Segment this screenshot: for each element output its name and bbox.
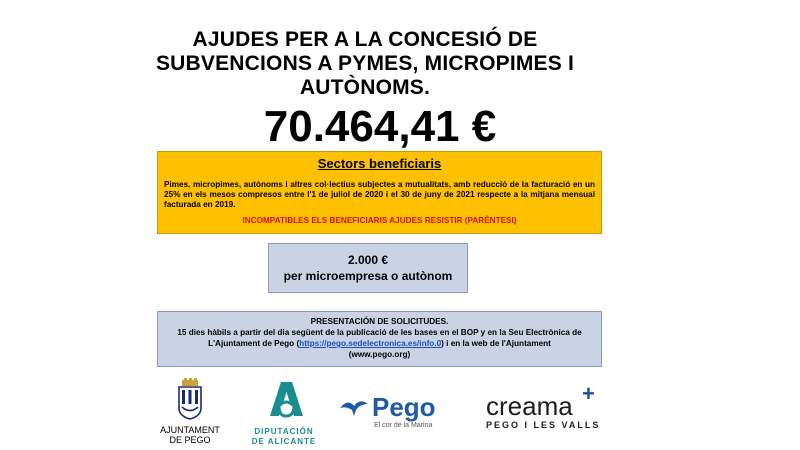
sectors-box <box>157 151 602 234</box>
pego-tagline: El cor de la Marina <box>374 422 433 429</box>
ajuntament-logo <box>155 378 225 445</box>
creama-logo <box>478 381 608 432</box>
diputacio-label-2: DE ALICANTE <box>251 437 317 446</box>
pego-name: Pego <box>372 392 436 422</box>
creama-plus-icon: + <box>582 381 595 406</box>
application-line-1: 15 dies hàbils a partir del dia següent de la publicació de les bases en el BOP y en la Seu Electrònica de <box>177 328 582 337</box>
page-title: AJUDES PER A LA CONCESIÓ DE SUBVENCIONS A PYMES, MICROPIMES I AUTÒNOMS. <box>155 28 575 99</box>
diputacio-logo <box>248 376 320 447</box>
grant-description: per microempresa o autònom <box>283 269 453 283</box>
creama-tagline: PEGO I LES VALLS <box>486 420 601 430</box>
application-line-3: (www.pego.org) <box>348 350 411 359</box>
coat-of-arms-icon <box>155 378 225 420</box>
sede-link[interactable]: https://pego.sedelectronica.es/info.0 <box>299 339 442 348</box>
incompatibility-notice: INCOMPATIBLES ELS BENEFICIARIS AJUDES RESISTIR (PARÈNTESI) <box>242 216 517 225</box>
grant-box <box>268 243 468 293</box>
pego-logo <box>338 392 448 432</box>
application-line-2 <box>162 338 597 349</box>
sectors-description: Pimes, micropimes, autònoms i altres col·lectius subjectes a mutualitats, amb reducció de la facturació en un 25% en els mesos compresos entre l'1 de juliol de 2020 i el 30 de juny de 2021 respecte a la mitjana mensual facturada en 2019. <box>164 180 595 209</box>
ajuntament-label-1: AJUNTAMENT <box>160 425 220 435</box>
application-line-2-pre: L'Ajuntament de Pego ( <box>208 339 300 348</box>
grant-amount: 2.000 € <box>347 253 389 267</box>
application-box <box>157 311 602 367</box>
ajuntament-label-2: DE PEGO <box>169 435 211 445</box>
total-amount: 70.464,41 € <box>263 102 497 151</box>
diputacio-label-1: DIPUTACIÓN <box>254 427 314 436</box>
bird-icon <box>338 396 370 418</box>
application-line-2-post: ) i en la web de l'Ajuntament <box>441 339 551 348</box>
diputacio-a-icon <box>248 376 320 422</box>
application-title: PRESENTACIÓN DE SOLICITUDES. <box>310 317 449 326</box>
creama-name: creama <box>486 391 573 421</box>
sectors-title: Sectors beneficiaris <box>317 156 442 171</box>
